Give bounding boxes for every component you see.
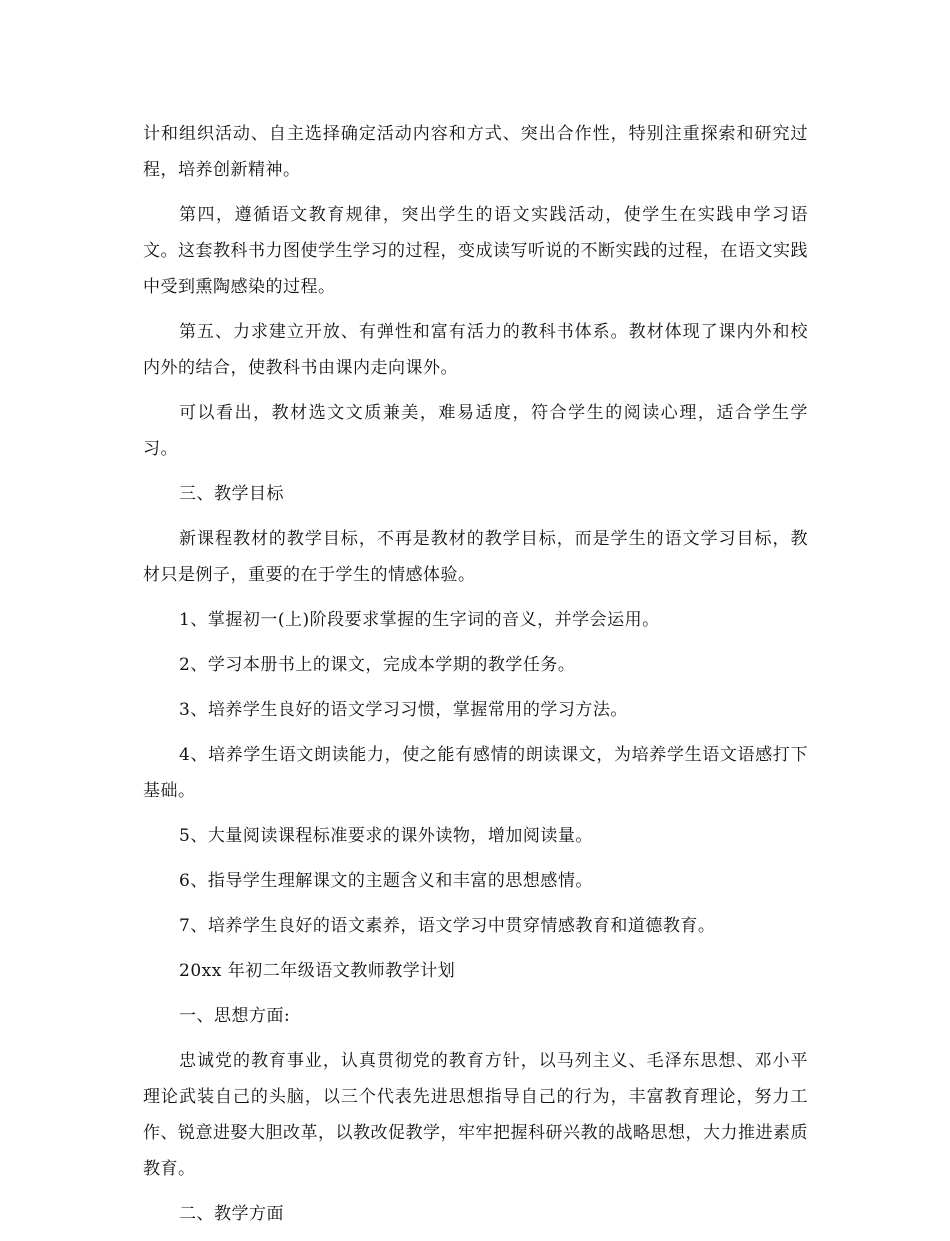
list-item: 5、大量阅读课程标准要求的课外读物，增加阅读量。 xyxy=(179,826,593,846)
section-heading: 二、教学方面 xyxy=(179,1204,284,1224)
list-item: 4、培养学生语文朗读能力，使之能有感情的朗读课文，为培养学生语文语感打下基础。 xyxy=(143,745,808,801)
list-item: 3、培养学生良好的语文学习习惯，掌握常用的学习方法。 xyxy=(179,700,628,720)
document-body xyxy=(143,116,808,1241)
list-item: 1、掌握初一(上)阶段要求掌握的生字词的音义，并学会运用。 xyxy=(179,610,660,630)
paragraph: 第四，遵循语文教育规律，突出学生的语文实践活动，使学生在实践申学习语文。这套教科书力图使学生学习的过程，变成读写听说的不断实践的过程，在语文实践中受到熏陶感染的过程。 xyxy=(143,205,808,297)
section-heading: 三、教学目标 xyxy=(179,484,284,504)
paragraph: 可以看出，教材选文文质兼美，难易适度，符合学生的阅读心理，适合学生学习。 xyxy=(143,403,808,459)
list-item: 7、培养学生良好的语文素养，语文学习中贯穿情感教育和道德教育。 xyxy=(179,916,716,936)
paragraph: 忠诚党的教育事业，认真贯彻党的教育方针，以马列主义、毛泽东思想、邓小平理论武装自己的头脑，以三个代表先进思想指导自己的行为，丰富教育理论，努力工作、锐意进娶大胆改革，以教改促教学，牢牢把握科研兴教的战略思想，大力推进素质教育。 xyxy=(143,1051,808,1179)
list-item: 2、学习本册书上的课文，完成本学期的教学任务。 xyxy=(179,655,576,675)
paragraph: 第五、力求建立开放、有弹性和富有活力的教科书体系。教材体现了课内外和校内外的结合，使教科书由课内走向课外。 xyxy=(143,322,808,378)
section-heading: 一、思想方面: xyxy=(179,1006,291,1026)
paragraph: 新课程教材的教学目标，不再是教材的教学目标，而是学生的语文学习目标，教材只是例子，重要的在于学生的情感体验。 xyxy=(143,529,808,585)
document-subtitle: 20xx 年初二年级语文教师教学计划 xyxy=(179,961,456,981)
paragraph: 计和组织活动、自主选择确定活动内容和方式、突出合作性，特别注重探索和研究过程，培养创新精神。 xyxy=(143,124,808,180)
list-item: 6、指导学生理解课文的主题含义和丰富的思想感情。 xyxy=(179,871,593,891)
